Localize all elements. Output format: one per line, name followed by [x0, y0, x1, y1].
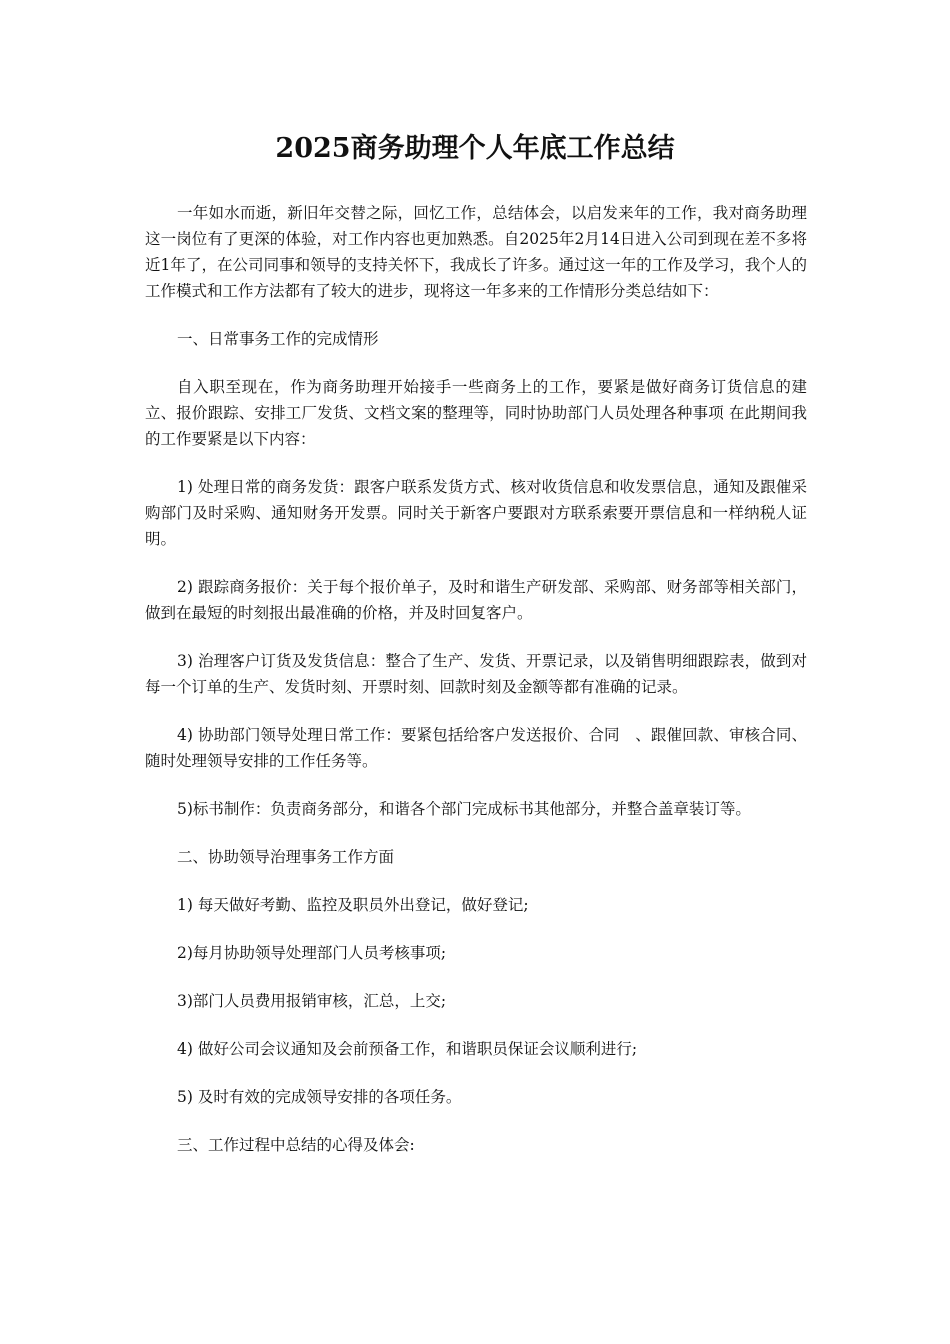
- section-1-item: 2) 跟踪商务报价：关于每个报价单子，及时和谐生产研发部、采购部、财务部等相关部门，做到在最短的时刻报出最准确的价格，并及时回复客户。: [145, 578, 807, 622]
- section-2-item: 1) 每天做好考勤、监控及职员外出登记，做好登记;: [177, 896, 529, 914]
- section-2-heading: 二、协助领导治理事务工作方面: [177, 848, 395, 866]
- section-1-item: 1) 处理日常的商务发货：跟客户联系发货方式、核对收货信息和收发票信息，通知及跟催采购部门及时采购、通知财务开发票。同时关于新客户要跟对方联系索要开票信息和一样纳税人证明。: [145, 478, 807, 548]
- document-body: [145, 200, 807, 1180]
- section-1-heading: 一、日常事务工作的完成情形: [177, 330, 379, 348]
- section-1-item: 5)标书制作：负责商务部分，和谐各个部门完成标书其他部分，并整合盖章装订等。: [177, 800, 751, 818]
- section-2-item: 4) 做好公司会议通知及会前预备工作，和谐职员保证会议顺利进行;: [177, 1040, 638, 1058]
- section-1-item: 3) 治理客户订货及发货信息：整合了生产、发货、开票记录，以及销售明细跟踪表，做到对每一个订单的生产、发货时刻、开票时刻、回款时刻及金额等都有准确的记录。: [145, 652, 807, 696]
- section-2-item: 5) 及时有效的完成领导安排的各项任务。: [177, 1088, 462, 1106]
- section-2-item: 2)每月协助领导处理部门人员考核事项;: [177, 944, 447, 962]
- section-1-item: 4) 协助部门领导处理日常工作：要紧包括给客户发送报价、合同 、跟催回款、审核合同、随时处理领导安排的工作任务等。: [145, 726, 807, 770]
- section-3-heading: 三、工作过程中总结的心得及体会:: [177, 1136, 415, 1154]
- document-title: 2025商务助理个人年底工作总结: [275, 133, 675, 164]
- intro-paragraph: 一年如水而逝，新旧年交替之际，回忆工作，总结体会，以启发来年的工作，我对商务助理这一岗位有了更深的体验，对工作内容也更加熟悉。自2025年2月14日进入公司到现在差不多将近1年了，在公司同事和领导的支持关怀下，我成长了许多。通过这一年的工作及学习，我个人的工作模式和工作方法都有了较大的进步，现将这一年多来的工作情形分类总结如下：: [145, 204, 807, 300]
- section-2-item: 3)部门人员费用报销审核，汇总，上交;: [177, 992, 447, 1010]
- section-1-intro: 自入职至现在，作为商务助理开始接手一些商务上的工作，要紧是做好商务订货信息的建立、报价跟踪、安排工厂发货、文档文案的整理等，同时协助部门人员处理各种事项 在此期间我的工作要紧是以下内容：: [145, 378, 807, 448]
